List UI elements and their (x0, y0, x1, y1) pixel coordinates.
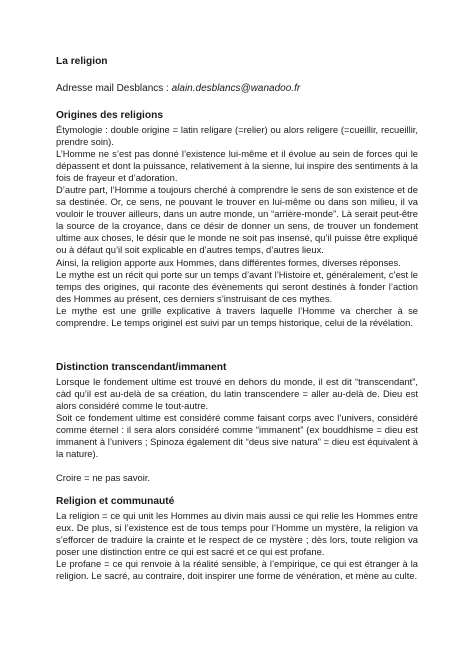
section-heading: Religion et communauté (56, 496, 175, 507)
section-heading: Origines des religions (56, 110, 163, 121)
section-communaute (56, 496, 418, 582)
spacer (56, 460, 418, 472)
paragraph: Le mythe est un récit qui porte sur un temps d’avant l’Histoire et, généralement, c’est le temps des origines, qui raconte des évènements qui seront destinés à fonder l’action des Hommes au présent, ces derniers s’instruisant de ces mythes. (56, 268, 418, 304)
section-heading: Distinction transcendant/immanent (56, 362, 227, 373)
document-title: La religion (56, 56, 108, 67)
section-origines (56, 110, 418, 329)
mail-line (56, 83, 300, 94)
paragraph: Soit ce fondement ultime est considéré comme faisant corps avec l’univers, considéré comme éternel : il sera alors considéré comme “immanent” (ex bouddhisme = dieu est immanent à l’univers ; Spinoza également dit “deus sive natura” = dieu est équivalent à la nature). (56, 411, 418, 460)
paragraph: Le profane = ce qui renvoie à la réalité sensible, à l’empirique, ce qui est étranger à la religion. Le sacré, au contraire, doit inspirer une forme de vénération, et mène au culte. (56, 557, 418, 581)
paragraph: Étymologie : double origine = latin religare (=relier) ou alors religere (=cueillir, recueillir, prendre soin). (56, 123, 418, 147)
paragraph: La religion = ce qui unit les Hommes au divin mais aussi ce qui relie les Hommes entre eux. De plus, si l’existence est de tous temps pour l’Homme un mystère, la religion va s’efforcer de traduire la crainte et le respect de ce mystère ; dès lors, toute religion va poser une distinction entre ce qui est sacré et ce qui est profane. (56, 509, 418, 557)
mail-address: alain.desblancs@wanadoo.fr (171, 83, 301, 94)
paragraph: Lorsque le fondement ultime est trouvé en dehors du monde, il est dit “transcendant”, càd qu’il est au-delà de sa création, du latin transcendere = aller au-delà de. Dieu est alors considéré comme le tout-autre. (56, 375, 418, 411)
paragraph: Le mythe est une grille explicative à travers laquelle l’Homme va chercher à se comprendre. Le temps originel est suivi par un temps historique, celui de la révélation. (56, 304, 418, 328)
paragraph: Ainsi, la religion apporte aux Hommes, dans différentes formes, diverses réponses. (56, 256, 401, 268)
paragraph: D’autre part, l’Homme a toujours cherché à comprendre le sens de son existence et de sa destinée. Or, ce sens, ne pouvant le trouver en lui-même ou dans son milieu, il va vouloir le trouver ailleurs, dans un autre monde, un “arrière-monde”. Là serait peut-être la source de la croyance, dans ce désir de donner un sens, de trouver un fondement ultime aux choses, le désir que le monde ne soit pas insensé, qu’il puisse être expliqué ou à défaut qu’il soit explicable en d’autres temps, d’autres lieux. (56, 183, 418, 256)
paragraph: Croire = ne pas savoir. (56, 472, 151, 484)
section-distinction (56, 362, 418, 484)
paragraph: L’Homme ne s’est pas donné l’existence lui-même et il évolue au sein de forces qui le dépassent et dont la puissance, relativement à la sienne, lui inspire des sentiments à la fois de frayeur et d’adoration. (56, 147, 418, 183)
mail-label: Adresse mail Desblancs : (56, 83, 172, 94)
